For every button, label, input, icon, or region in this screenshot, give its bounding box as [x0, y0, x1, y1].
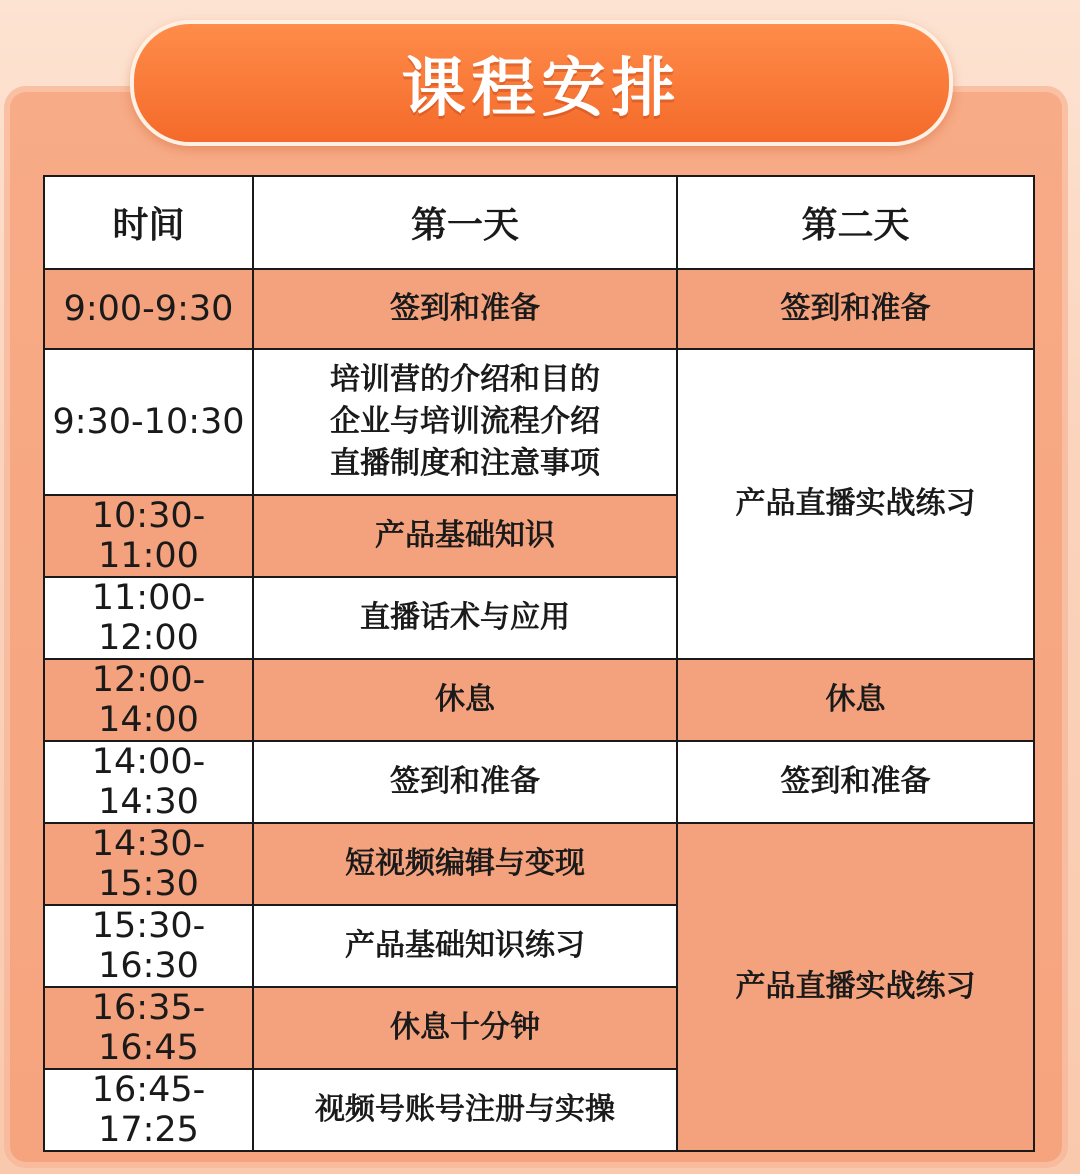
day1-cell: 视频号账号注册与实操 — [253, 1069, 677, 1151]
time-cell: 14:30-15:30 — [44, 823, 253, 905]
time-cell: 16:45-17:25 — [44, 1069, 253, 1151]
day1-line: 企业与培训流程介绍 — [330, 404, 600, 439]
day1-cell: 短视频编辑与变现 — [253, 823, 677, 905]
time-cell: 14:00-14:30 — [44, 741, 253, 823]
time-cell: 16:35-16:45 — [44, 987, 253, 1069]
day1-cell: 产品基础知识练习 — [253, 905, 677, 987]
table-row — [44, 823, 1034, 905]
schedule-table — [43, 175, 1035, 1152]
table-row — [44, 349, 1034, 495]
time-cell: 11:00-12:00 — [44, 577, 253, 659]
day1-line: 培训营的介绍和目的 — [330, 362, 600, 397]
title-banner — [130, 20, 953, 146]
time-cell: 12:00-14:00 — [44, 659, 253, 741]
time-cell: 15:30-16:30 — [44, 905, 253, 987]
day1-cell: 产品基础知识 — [253, 495, 677, 577]
day1-cell: 直播话术与应用 — [253, 577, 677, 659]
time-cell: 9:30-10:30 — [44, 349, 253, 495]
day2-cell: 签到和准备 — [677, 269, 1034, 349]
page-title: 课程安排 — [401, 52, 682, 126]
time-cell: 9:00-9:30 — [44, 269, 253, 349]
table-row — [44, 269, 1034, 349]
time-cell: 10:30-11:00 — [44, 495, 253, 577]
header-day2: 第二天 — [677, 176, 1034, 269]
day2-cell: 休息 — [677, 659, 1034, 741]
table-row — [44, 659, 1034, 741]
header-row — [44, 176, 1034, 269]
header-day1: 第一天 — [253, 176, 677, 269]
day1-cell: 签到和准备 — [253, 269, 677, 349]
day2-cell: 签到和准备 — [677, 741, 1034, 823]
day1-cell — [253, 349, 677, 495]
table-row — [44, 741, 1034, 823]
day1-cell: 签到和准备 — [253, 741, 677, 823]
day1-cell: 休息十分钟 — [253, 987, 677, 1069]
day1-line: 直播制度和注意事项 — [330, 446, 600, 481]
day2-cell: 产品直播实战练习 — [677, 349, 1034, 659]
day1-cell: 休息 — [253, 659, 677, 741]
day2-cell: 产品直播实战练习 — [677, 823, 1034, 1151]
header-time: 时间 — [44, 176, 253, 269]
